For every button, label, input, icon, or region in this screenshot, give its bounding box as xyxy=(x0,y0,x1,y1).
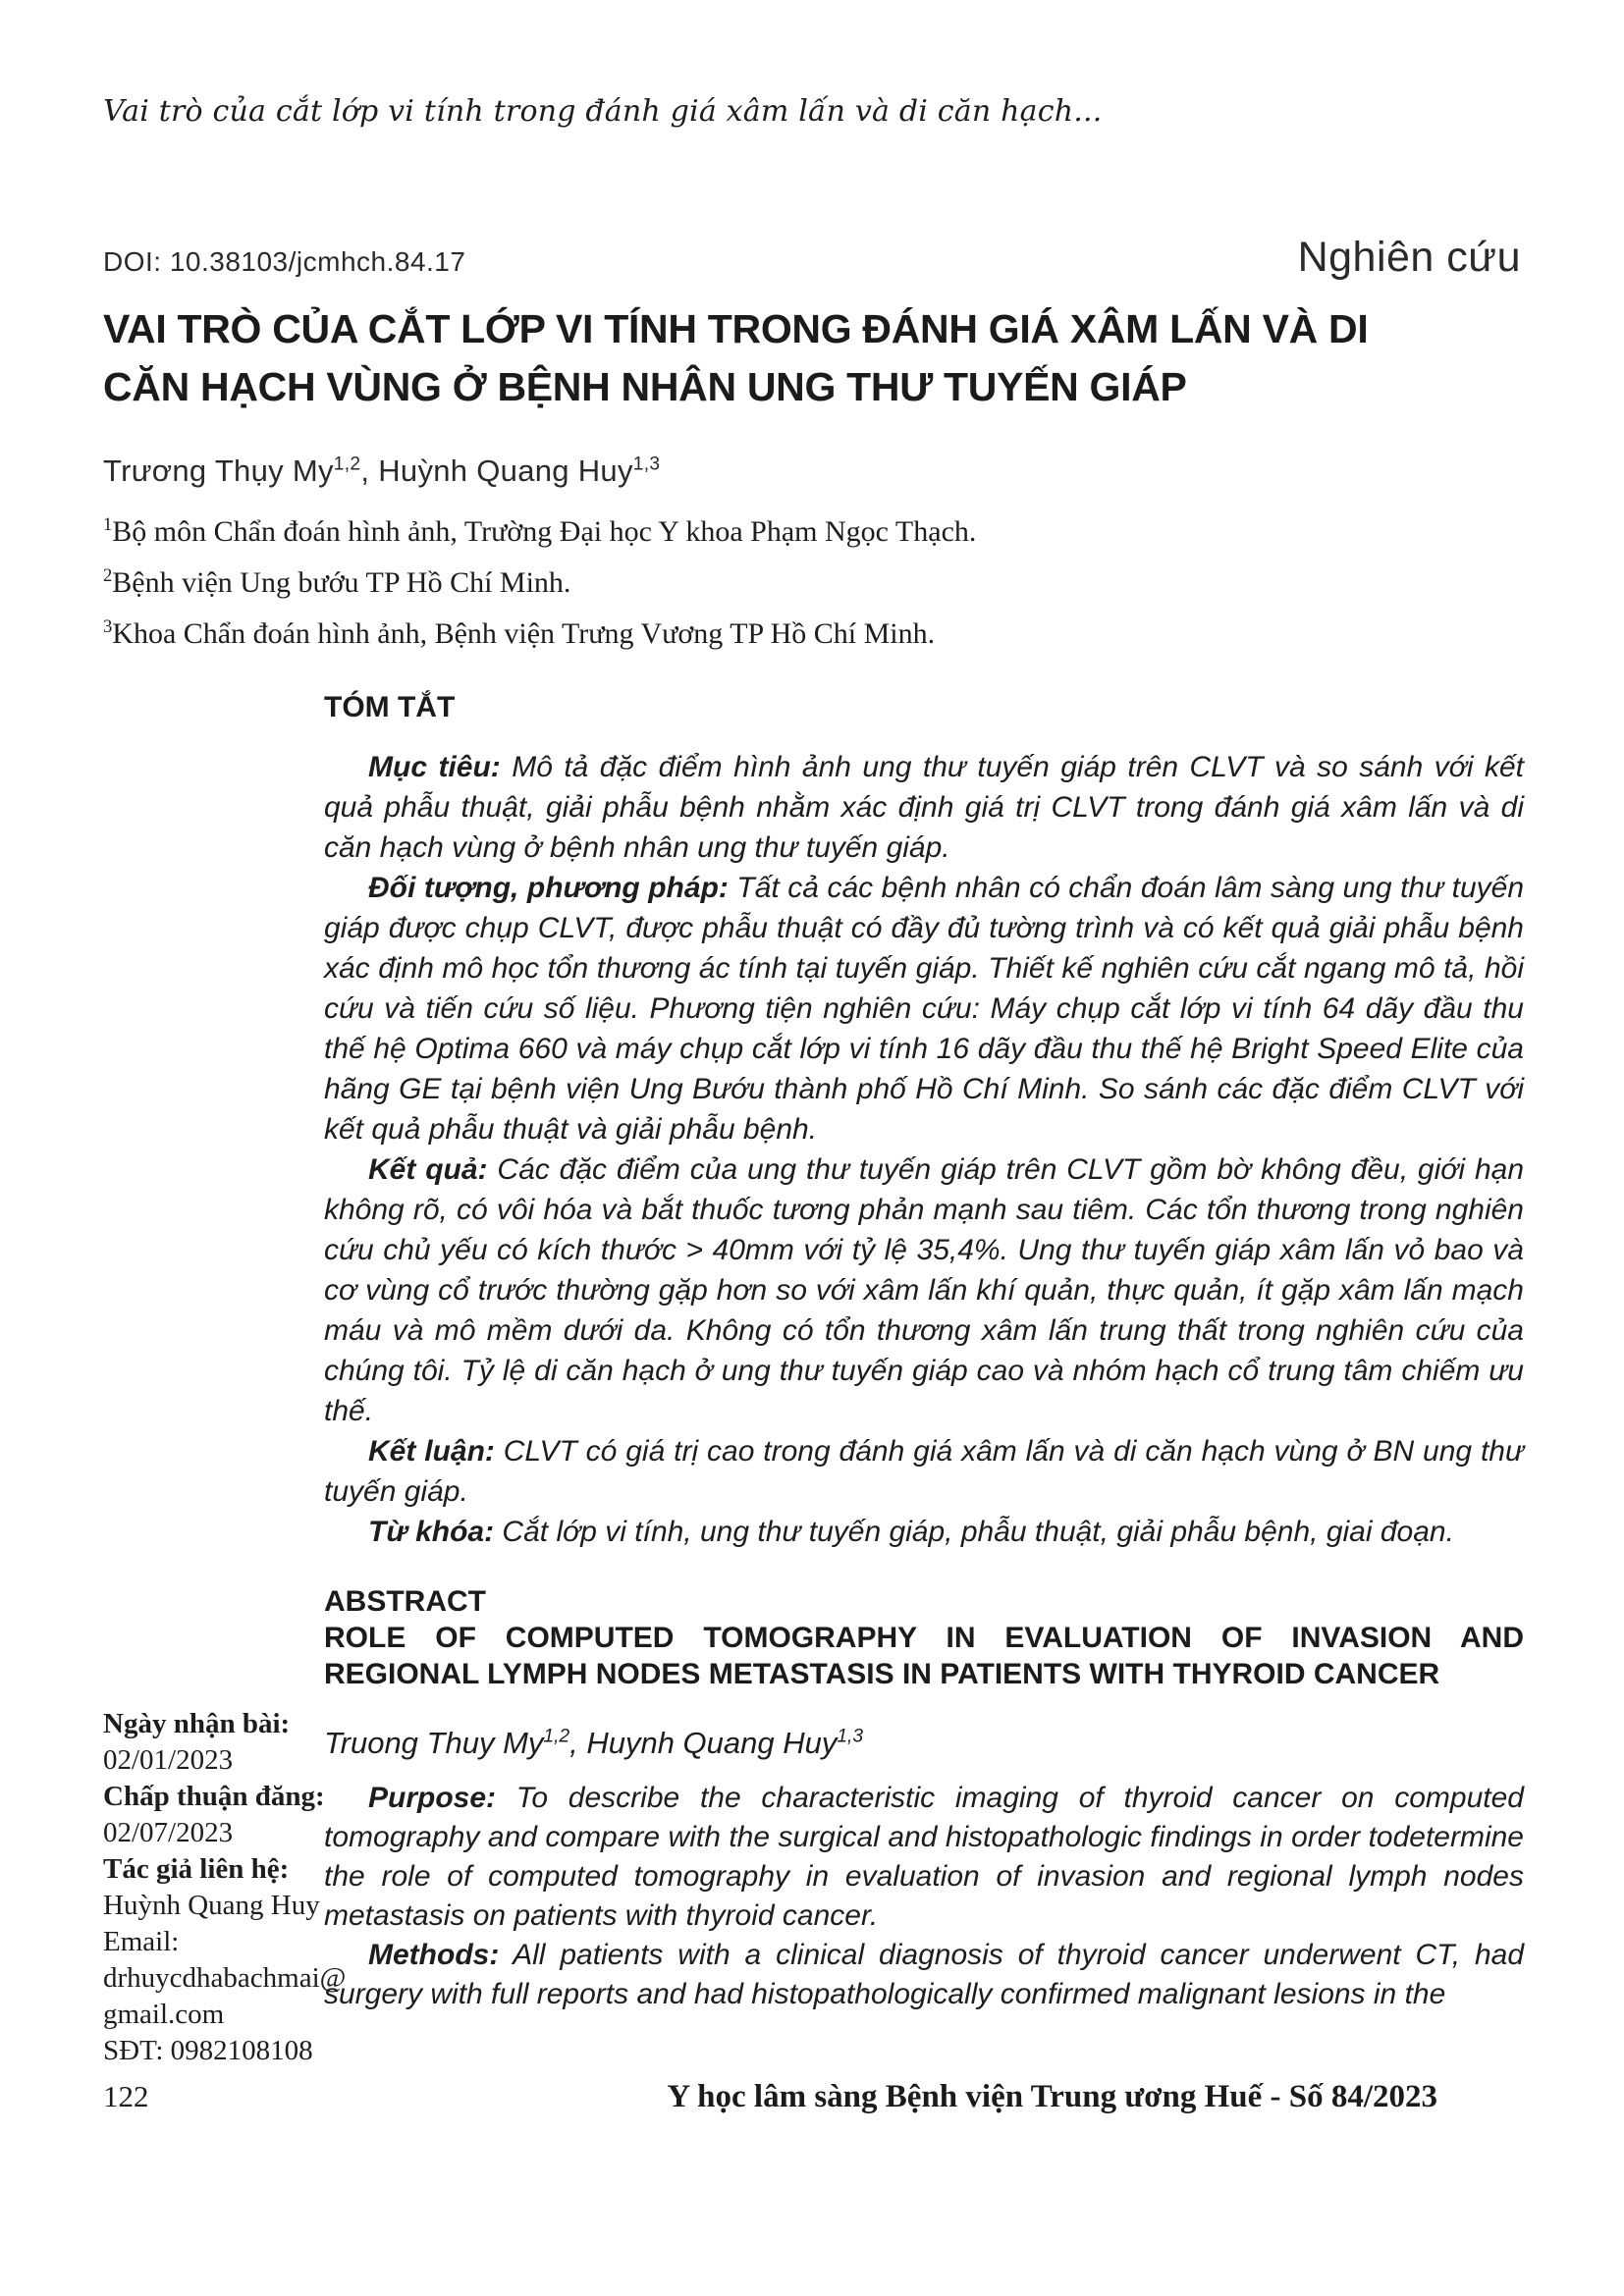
affiliation-sup: 2 xyxy=(103,565,113,586)
main-column xyxy=(324,687,1524,2014)
running-head: Vai trò của cắt lớp vi tính trong đánh giá xâm lấn và di căn hạch... xyxy=(103,94,1103,129)
corresponding-phone: SĐT: 0982108108 xyxy=(103,2035,313,2066)
article-title-en xyxy=(324,1620,1524,1692)
article-category: Nghiên cứu xyxy=(1297,234,1521,281)
author-name: Trương Thụy My xyxy=(103,454,334,488)
corresponding-author-label: Tác giả liên hệ: xyxy=(103,1853,290,1885)
received-date: 02/01/2023 xyxy=(103,1744,234,1776)
author-affiliation-sup: 1,2 xyxy=(543,1726,570,1747)
paragraph-label: Purpose: xyxy=(368,1782,497,1814)
author-separator: , xyxy=(360,454,379,488)
abstract-en-block xyxy=(324,1583,1524,2014)
abstract-en-paragraphs xyxy=(324,1779,1524,2014)
article-title-line1: VAI TRÒ CỦA CẮT LỚP VI TÍNH TRONG ĐÁNH GIÁ XÂM LẤN VÀ DI xyxy=(103,306,1369,351)
paragraph-text: Mô tả đặc điểm hình ảnh ung thư tuyến giáp trên CLVT và so sánh với kết quả phẫu thuật, giải phẫu bệnh nhằm xác định giá trị CLVT trong đánh giá xâm lấn và di căn hạch vùng ở bệnh nhân ung thư tuyến giáp. xyxy=(324,751,1524,864)
affiliation-line xyxy=(103,558,976,609)
abstract-en-paragraph-methods xyxy=(324,1936,1524,2014)
author-affiliation-sup: 1,2 xyxy=(333,454,361,475)
paragraph-label: Đối tượng, phương pháp: xyxy=(368,872,729,904)
paragraph-label: Kết luận: xyxy=(368,1435,495,1468)
received-label: Ngày nhận bài: xyxy=(103,1708,291,1739)
author-affiliation-sup: 1,3 xyxy=(632,454,661,475)
article-title-en-line1: ROLE OF COMPUTED TOMOGRAPHY IN EVALUATION OF INVASION AND xyxy=(324,1622,1524,1654)
affiliation-sup: 3 xyxy=(103,616,113,637)
accepted-label: Chấp thuận đăng: xyxy=(103,1781,325,1812)
affiliation-text: Khoa Chẩn đoán hình ảnh, Bệnh viện Trưng Vương TP Hồ Chí Minh. xyxy=(112,617,936,650)
paragraph-label: Mục tiêu: xyxy=(368,751,501,783)
affiliation-text: Bệnh viện Ung bướu TP Hồ Chí Minh. xyxy=(112,566,571,599)
paragraph-text: All patients with a clinical diagnosis of thyroid cancer underwent CT, had surgery with full reports and had histopathologically confirmed malignant lesions in the xyxy=(324,1939,1524,2010)
affiliation-sup: 1 xyxy=(103,514,113,535)
author-name: Huỳnh Quang Huy xyxy=(378,454,633,488)
author-separator: , xyxy=(569,1726,587,1760)
journal-footer-title: Y học lâm sàng Bệnh viện Trung ương Huế - Số 84/2023 xyxy=(667,2079,1437,2114)
author-affiliation-sup: 1,3 xyxy=(837,1726,864,1747)
abstract-vi-paragraph-tu-khoa xyxy=(324,1512,1524,1552)
article-title-line2: CĂN HẠCH VÙNG Ở BỆNH NHÂN UNG THƯ TUYẾN GIÁP xyxy=(103,364,1187,409)
article-title-vi xyxy=(103,300,1537,416)
authors-vi xyxy=(103,454,660,489)
author-name: Huynh Quang Huy xyxy=(586,1726,838,1760)
abstract-vi-paragraph-ket-qua xyxy=(324,1149,1524,1431)
author-name: Truong Thuy My xyxy=(324,1726,544,1760)
accepted-date: 02/07/2023 xyxy=(103,1817,234,1848)
doi-text: DOI: 10.38103/jcmhch.84.17 xyxy=(103,246,466,277)
authors-en xyxy=(324,1724,1524,1763)
abstract-en-paragraph-purpose xyxy=(324,1779,1524,1936)
paragraph-label: Từ khóa: xyxy=(368,1516,495,1548)
abstract-vi-heading: TÓM TẮT xyxy=(324,691,456,723)
corresponding-author-name: Huỳnh Quang Huy xyxy=(103,1890,320,1921)
paragraph-text: To describe the characteristic imaging of thyroid cancer on computed tomography and compare with the surgical and histopathologic findings in order todetermine the role of computed tomography in evaluation of invasion and regional lymph nodes metastasis on patients with thyroid cancer. xyxy=(324,1782,1524,1932)
affiliation-text: Bộ môn Chẩn đoán hình ảnh, Trường Đại học Y khoa Phạm Ngọc Thạch. xyxy=(112,515,977,548)
paragraph-text: Cắt lớp vi tính, ung thư tuyến giáp, phẫu thuật, giải phẫu bệnh, giai đoạn. xyxy=(494,1516,1454,1548)
abstract-vi-paragraph-ket-luan xyxy=(324,1431,1524,1512)
article-info-sidebar xyxy=(103,1706,347,2069)
paragraph-text: CLVT có giá trị cao trong đánh giá xâm lấn và di căn hạch vùng ở BN ung thư tuyến giáp. xyxy=(324,1435,1524,1508)
page-number: 122 xyxy=(103,2079,149,2113)
article-title-en-line2: REGIONAL LYMPH NODES METASTASIS IN PATIENTS WITH THYROID CANCER xyxy=(324,1658,1440,1690)
doi-row xyxy=(103,234,1521,282)
paragraph-label: Methods: xyxy=(368,1939,500,1971)
abstract-vi-paragraph-doi-tuong xyxy=(324,868,1524,1149)
affiliation-line xyxy=(103,507,976,558)
corresponding-email-line2: gmail.com xyxy=(103,1999,225,2030)
affiliation-line xyxy=(103,609,976,660)
paragraph-text: Các đặc điểm của ung thư tuyến giáp trên CLVT gồm bờ không đều, giới hạn không rõ, có vôi hóa và bắt thuốc tương phản mạnh sau tiêm. Các tổn thương trong nghiên cứu chủ yếu có kích thước > 40mm với tỷ lệ 35,4%. Ung thư tuyến giáp xâm lấn vỏ bao và cơ vùng cổ trước thường gặp hơn so với xâm lấn khí quản, thực quản, ít gặp xâm lấn mạch máu và mô mềm dưới da. Không có tổn thương xâm lấn trung thất trong nghiên cứu của chúng tôi. Tỷ lệ di căn hạch ở ung thư tuyến giáp cao và nhóm hạch cổ trung tâm chiếm ưu thế. xyxy=(324,1153,1525,1427)
paragraph-label: Kết quả: xyxy=(368,1153,488,1186)
abstract-en-heading: ABSTRACT xyxy=(324,1585,486,1618)
affiliations xyxy=(103,507,976,660)
corresponding-email-line1: Email: drhuycdhabachmai@ xyxy=(103,1926,347,1994)
abstract-vi-paragraph-muc-tieu xyxy=(324,747,1524,868)
page-footer xyxy=(103,2079,1521,2115)
paragraph-text: Tất cả các bệnh nhân có chẩn đoán lâm sàng ung thư tuyến giáp được chụp CLVT, được phẫu thuật có đầy đủ tường trình và có kết quả giải phẫu bệnh xác định mô học tổn thương ác tính tại tuyến giáp. Thiết kế nghiên cứu cắt ngang mô tả, hồi cứu và tiến cứu số liệu. Phương tiện nghiên cứu: Máy chụp cắt lớp vi tính 64 dãy đầu thu thế hệ Optima 660 và máy chụp cắt lớp vi tính 16 dãy đầu thu thế hệ Bright Speed Elite của hãng GE tại bệnh viện Ung Bướu thành phố Hồ Chí Minh. So sánh các đặc điểm CLVT với kết quả phẫu thuật và giải phẫu bệnh. xyxy=(324,872,1525,1146)
